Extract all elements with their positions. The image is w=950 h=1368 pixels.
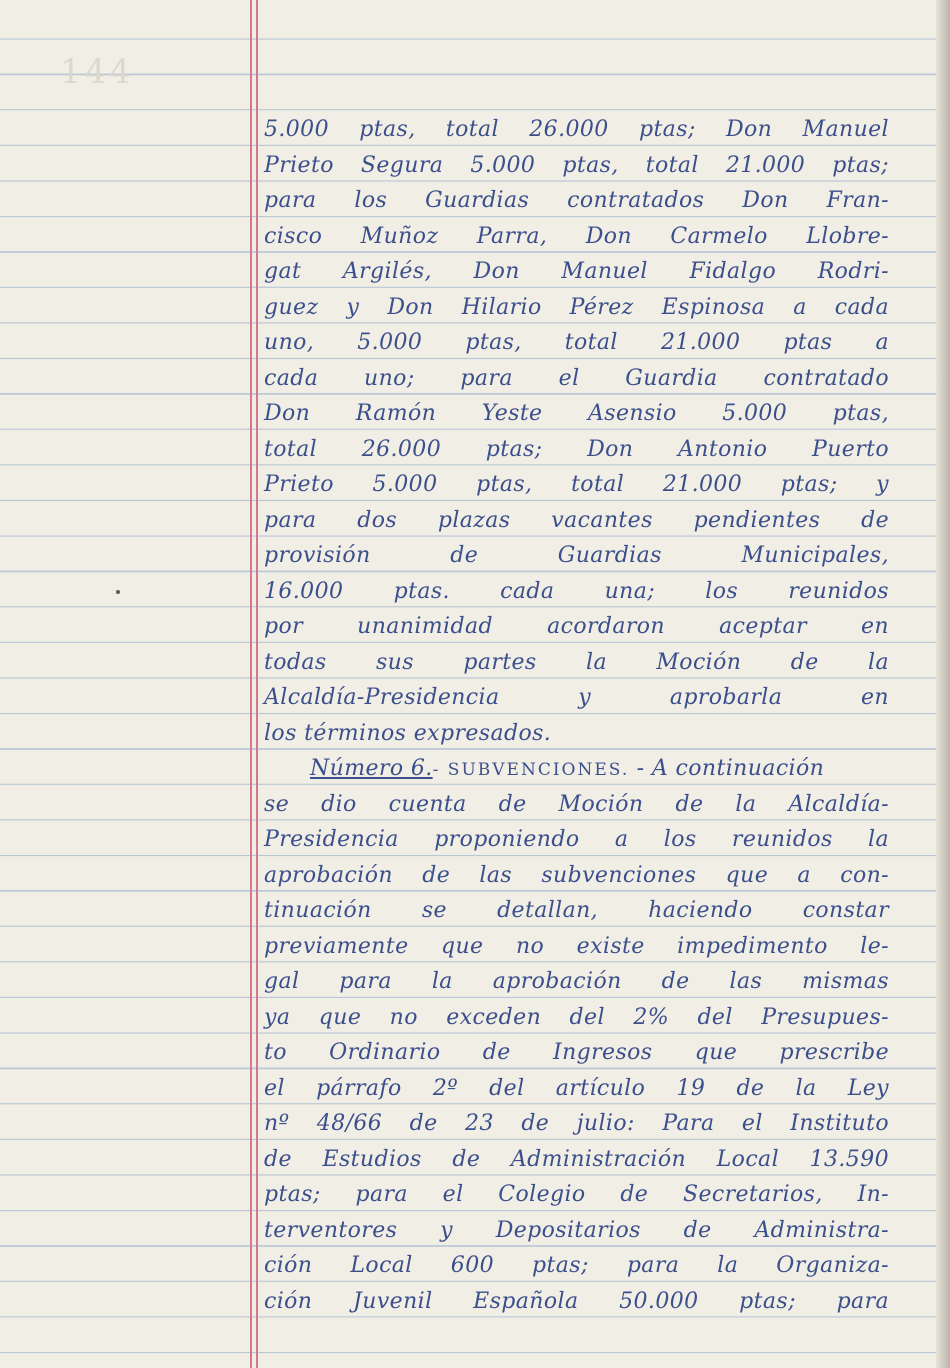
text-line: Presidencia proponiendo a los reunidos la [264, 827, 889, 852]
text-line: Alcaldía-Presidencia y aprobarla en [264, 685, 889, 710]
text-line: tinuación se detallan, haciendo constar [264, 898, 889, 923]
handwritten-text [264, 112, 889, 1319]
section-title: - SUBVENCIONES. [432, 760, 630, 780]
text-line: de Estudios de Administración Local 13.590 [264, 1146, 889, 1172]
text-line: total 26.000 ptas; Don Antonio Puerto [264, 436, 889, 462]
text-line: para los Guardias contratados Don Fran- [264, 188, 889, 213]
text-line: Don Ramón Yeste Asensio 5.000 ptas, [264, 401, 889, 426]
margin-rule-right [256, 0, 258, 1368]
section-number: Número 6. [310, 756, 433, 781]
margin-rule-left [250, 0, 252, 1368]
text-line: previamente que no existe impedimento le- [264, 933, 889, 959]
text-line: ción Local 600 ptas; para la Organiza- [264, 1253, 889, 1278]
text-line: gal para la aprobación de las mismas [264, 969, 889, 994]
text-line: todas sus partes la Moción de la [264, 649, 889, 675]
text-line: ción Juvenil Española 50.000 ptas; para [264, 1288, 889, 1314]
text-line: to Ordinario de Ingresos que prescribe [264, 1040, 889, 1065]
text-line: ptas; para el Colegio de Secretarios, In- [264, 1182, 889, 1207]
text-line: el párrafo 2º del artículo 19 de la Ley [264, 1075, 889, 1101]
text-line: nº 48/66 de 23 de julio: Para el Instituto [264, 1111, 889, 1136]
section-heading-rest: - A continuación [636, 756, 825, 781]
text-line: los términos expresados. [264, 720, 552, 746]
text-line: 5.000 ptas, total 26.000 ptas; Don Manuel [264, 117, 889, 142]
text-line: gat Argilés, Don Manuel Fidalgo Rodri- [264, 259, 889, 284]
text-line: Prieto Segura 5.000 ptas, total 21.000 ptas; [264, 152, 889, 178]
text-line: cada uno; para el Guardia contratado [264, 365, 889, 391]
text-line: por unanimidad acordaron aceptar en [264, 614, 889, 639]
ink-dot [116, 590, 120, 594]
text-line: Prieto 5.000 ptas, total 21.000 ptas; y [264, 472, 889, 497]
text-line: guez y Don Hilario Pérez Espinosa a cada [264, 294, 889, 320]
text-line: cisco Muñoz Parra, Don Carmelo Llobre- [264, 223, 889, 249]
text-line: se dio cuenta de Moción de la Alcaldía- [264, 791, 889, 817]
text-line: provisión de Guardias Municipales, [264, 543, 889, 568]
text-line: para dos plazas vacantes pendientes de [264, 507, 889, 533]
section-heading [264, 751, 889, 787]
text-line: terventores y Depositarios de Administra- [264, 1217, 889, 1243]
text-line: ya que no exceden del 2% del Presupues- [264, 1004, 889, 1030]
text-line: aprobación de las subvenciones que a con- [264, 862, 889, 888]
text-line: uno, 5.000 ptas, total 21.000 ptas a [264, 330, 889, 355]
text-line: 16.000 ptas. cada una; los reunidos [264, 578, 889, 604]
page-number: 144 [60, 52, 134, 92]
page-edge-shadow [936, 0, 950, 1368]
